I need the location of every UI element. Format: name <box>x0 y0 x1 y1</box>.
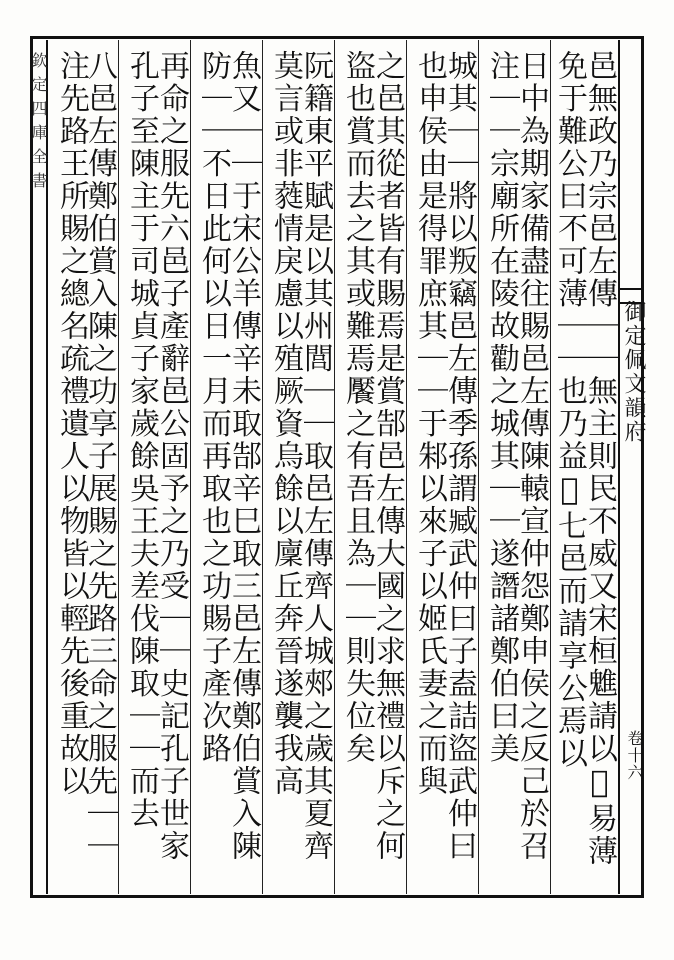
text-column-10: 莫言或非蕤情戾慮以殖厥資烏餘以廩丘奔晉遂襲我高 <box>268 50 303 798</box>
text-column-8: 盜也賞而去之其或難焉饜之有吾且為｜｜則失位矣 <box>340 50 375 765</box>
margin-title: 欽定四庫全書 <box>29 52 48 196</box>
text-column-9: 阮籍東平賦是以其州閭｜｜取邑左傳齊人城郟之歲其夏齊 <box>298 50 333 863</box>
text-column-3: 日中為期家備盡往賜邑左傳陳轅宣仲怨鄭申侯之反己於召 <box>514 50 549 863</box>
spine-title: 御定佩文韻府 <box>621 300 646 444</box>
text-column-11: 魚又｜｜于宋公羊傳辛未取郜辛巳取三邑左傳鄭伯賞入陳 <box>226 50 261 863</box>
text-column-2: 免于難公曰不可薄｜｜也乃益𥡷七邑而請享公焉以 <box>552 50 587 770</box>
text-column-16: 注先路王所賜之總名疏禮遺人以物皆以輕先後重故以 <box>54 50 89 798</box>
text-column-7: 之邑其從者皆有賜焉是賞郜邑左傳大國之求無禮以斥之何 <box>370 50 405 863</box>
text-column-4: 注｜｜宗廟所在陵故勸之城其｜｜遂譖諸鄭伯曰美 <box>484 50 519 765</box>
text-column-5: 城其｜｜將以叛竊邑左傳季孫謂臧武仲曰子盍詰盜武仲曰 <box>442 50 477 863</box>
text-column-15: 八邑左傳鄭伯賞入陳之功享子展賜之先路三命之服先｜｜ <box>82 50 117 863</box>
text-column-13: 再命之服先六邑子產辭邑公固予之乃受｜｜史記孔子世家 <box>154 50 189 863</box>
folio-number: 卷十六 <box>625 730 644 781</box>
text-column-12: 防｜｜不日此何以日一月而再取也之功賜子產次路 <box>196 50 231 765</box>
text-column-6: 也申侯由是得罪庶其｜｜于邾以來子以姬氏妻之而與 <box>412 50 447 798</box>
text-column-1: 邑無政乃宗邑左傳｜｜無主則民不威又宋桓魋請以𥡷易薄 <box>582 50 617 868</box>
text-column-14: 孔子至陳主于司城貞子家歲餘吳王夫差伐陳取｜｜而去 <box>124 50 159 830</box>
